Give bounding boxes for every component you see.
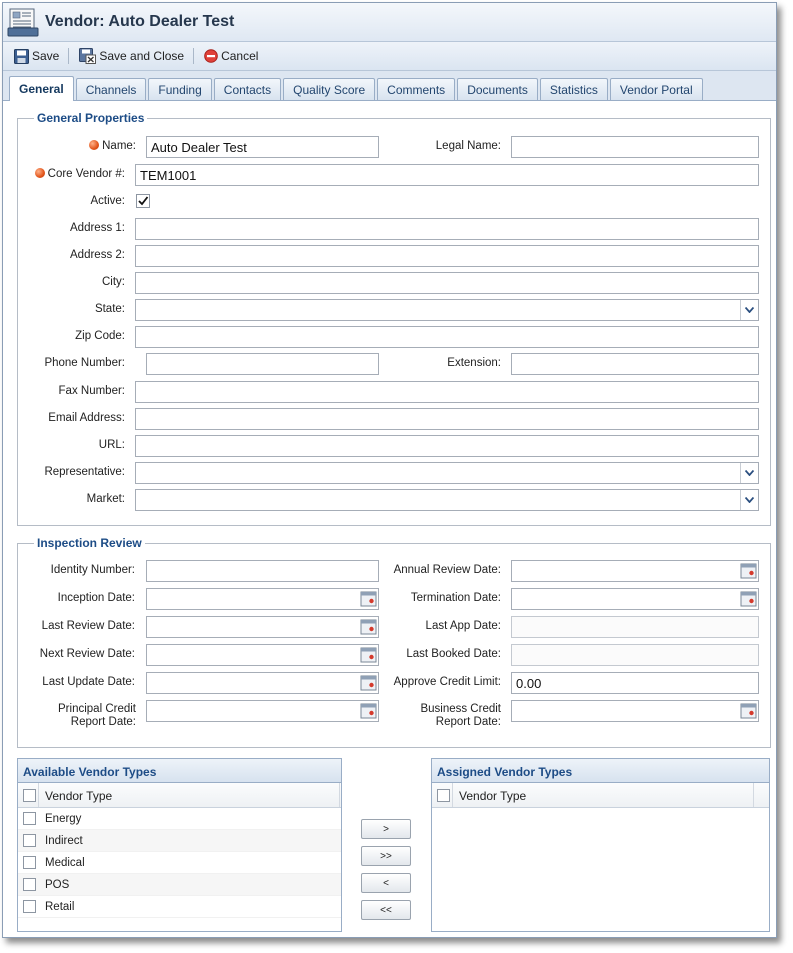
- active-checkbox[interactable]: [136, 194, 150, 208]
- column-divider: [339, 783, 340, 807]
- fax-field[interactable]: [135, 381, 759, 403]
- available-vendor-types-list: [18, 808, 341, 918]
- tab-funding[interactable]: Funding: [148, 78, 211, 100]
- approve-credit-label: Approve Credit Limit:: [393, 676, 501, 688]
- fax-label: Fax Number:: [58, 385, 125, 397]
- toolbar-divider: [68, 48, 69, 64]
- cancel-icon: [204, 49, 218, 63]
- last-app-label: Last App Date:: [425, 620, 501, 632]
- last-review-label: Last Review Date:: [41, 620, 135, 632]
- annual-review-date-field[interactable]: [511, 560, 759, 582]
- calendar-icon[interactable]: [740, 702, 757, 720]
- save-label: Save: [32, 49, 60, 63]
- state-dropdown[interactable]: [135, 299, 759, 321]
- general-properties-legend: General Properties: [37, 111, 145, 125]
- floppy-disk-icon: [14, 49, 29, 64]
- available-vendor-types-panel: [17, 758, 342, 932]
- termination-date-field[interactable]: [511, 588, 759, 610]
- required-indicator-icon: [89, 140, 99, 150]
- window-title: Vendor: Auto Dealer Test: [45, 13, 235, 30]
- address2-label: Address 2:: [70, 249, 125, 261]
- inception-label: Inception Date:: [57, 592, 135, 604]
- calendar-icon[interactable]: [360, 702, 377, 720]
- list-item[interactable]: [18, 896, 341, 918]
- save-and-close-button[interactable]: [76, 48, 187, 64]
- zip-label: Zip Code:: [75, 330, 125, 342]
- principal-credit-date-field[interactable]: [146, 700, 379, 722]
- calendar-icon[interactable]: [740, 590, 757, 608]
- row-checkbox[interactable]: [23, 878, 36, 891]
- calendar-icon[interactable]: [740, 562, 757, 580]
- calendar-icon[interactable]: [360, 646, 377, 664]
- toolbar: [3, 42, 776, 71]
- last-booked-date-field: [511, 644, 759, 666]
- select-all-assigned-checkbox[interactable]: [437, 789, 450, 802]
- name-label: Name:: [23, 140, 136, 152]
- market-label: Market:: [86, 493, 125, 505]
- row-checkbox[interactable]: [23, 900, 36, 913]
- email-label: Email Address:: [48, 412, 125, 424]
- legal-name-field[interactable]: [511, 136, 759, 158]
- list-item[interactable]: [18, 852, 341, 874]
- last-update-label: Last Update Date:: [42, 676, 135, 688]
- vendor-window: [2, 2, 777, 938]
- chevron-down-icon[interactable]: [740, 490, 758, 510]
- address1-label: Address 1:: [70, 222, 125, 234]
- cancel-label: Cancel: [221, 49, 259, 63]
- last-booked-label: Last Booked Date:: [406, 648, 501, 660]
- column-divider: [753, 783, 754, 807]
- list-item[interactable]: [18, 808, 341, 830]
- column-divider: [38, 783, 39, 807]
- remove-selected-button[interactable]: <: [361, 873, 411, 893]
- remove-all-button[interactable]: <<: [361, 900, 411, 920]
- inception-date-field[interactable]: [146, 588, 379, 610]
- vendor-type-cell: Indirect: [45, 835, 83, 847]
- required-indicator-icon: [35, 168, 45, 178]
- market-dropdown[interactable]: [135, 489, 759, 511]
- principal-credit-label: Principal Credit Report Date:: [58, 703, 136, 728]
- extension-label: Extension:: [447, 357, 501, 369]
- add-all-button[interactable]: >>: [361, 846, 411, 866]
- vendor-type-cell: Medical: [45, 857, 85, 869]
- assigned-grid-header: [432, 783, 769, 808]
- email-field[interactable]: [135, 408, 759, 430]
- phone-label: Phone Number:: [44, 357, 125, 369]
- url-label: URL:: [98, 439, 125, 451]
- inspection-review-legend: Inspection Review: [37, 536, 142, 550]
- vendor-type-cell: Retail: [45, 901, 75, 913]
- calendar-icon[interactable]: [360, 674, 377, 692]
- url-field[interactable]: [135, 435, 759, 457]
- tab-channels[interactable]: Channels: [76, 78, 147, 100]
- tab-bar: [3, 71, 776, 101]
- save-and-close-label: Save and Close: [99, 49, 185, 63]
- select-all-available-checkbox[interactable]: [23, 789, 36, 802]
- vendor-document-icon: [7, 6, 39, 38]
- vendor-type-cell: POS: [45, 879, 70, 891]
- row-checkbox[interactable]: [23, 834, 36, 847]
- available-vendor-types-title: Available Vendor Types: [18, 759, 341, 783]
- termination-label: Termination Date:: [410, 592, 501, 604]
- last-review-date-field[interactable]: [146, 616, 379, 638]
- assigned-vendor-types-title: Assigned Vendor Types: [432, 759, 769, 783]
- tab-documents[interactable]: Documents: [457, 78, 538, 100]
- tab-vendor-portal[interactable]: Vendor Portal: [610, 78, 703, 100]
- business-credit-label: Business Credit Report Date:: [420, 703, 501, 728]
- name-field[interactable]: Auto Dealer Test: [146, 136, 379, 158]
- cancel-button[interactable]: [201, 49, 261, 63]
- active-label: Active:: [90, 195, 125, 207]
- core-vendor-label: Core Vendor #:: [23, 168, 125, 180]
- toolbar-divider: [193, 48, 194, 64]
- available-grid-header: [18, 783, 341, 808]
- assigned-vendor-types-panel: [431, 758, 770, 932]
- vendor-type-column-header[interactable]: Vendor Type: [459, 789, 527, 803]
- tab-general[interactable]: General: [9, 76, 74, 101]
- row-checkbox[interactable]: [23, 856, 36, 869]
- next-review-label: Next Review Date:: [39, 648, 135, 660]
- tab-comments[interactable]: Comments: [377, 78, 455, 100]
- checkmark-icon: [137, 195, 149, 207]
- phone-field[interactable]: [146, 353, 379, 375]
- identity-number-field[interactable]: [146, 560, 379, 582]
- row-checkbox[interactable]: [23, 812, 36, 825]
- representative-dropdown[interactable]: [135, 462, 759, 484]
- last-update-date-field[interactable]: [146, 672, 379, 694]
- core-vendor-field[interactable]: TEM1001: [135, 164, 759, 186]
- representative-label: Representative:: [44, 466, 125, 478]
- add-selected-button[interactable]: >: [361, 819, 411, 839]
- address2-field[interactable]: [135, 245, 759, 267]
- list-item[interactable]: [18, 874, 341, 896]
- calendar-icon[interactable]: [360, 618, 377, 636]
- next-review-date-field[interactable]: [146, 644, 379, 666]
- tab-statistics[interactable]: Statistics: [540, 78, 608, 100]
- save-close-icon: [79, 48, 96, 64]
- chevron-down-icon[interactable]: [740, 300, 758, 320]
- vendor-type-column-header[interactable]: Vendor Type: [45, 789, 113, 803]
- identity-number-label: Identity Number:: [50, 564, 135, 576]
- title-bar: [3, 3, 776, 42]
- tab-contacts[interactable]: Contacts: [214, 78, 281, 100]
- save-button[interactable]: [11, 49, 62, 64]
- zip-field[interactable]: [135, 326, 759, 348]
- approve-credit-field[interactable]: 0.00: [511, 672, 759, 694]
- chevron-down-icon[interactable]: [740, 463, 758, 483]
- tab-quality-score[interactable]: Quality Score: [283, 78, 375, 100]
- column-divider: [452, 783, 453, 807]
- state-label: State:: [94, 303, 125, 315]
- city-field[interactable]: [135, 272, 759, 294]
- list-item[interactable]: [18, 830, 341, 852]
- last-app-date-field: [511, 616, 759, 638]
- annual-review-label: Annual Review Date:: [393, 564, 501, 576]
- extension-field[interactable]: [511, 353, 759, 375]
- business-credit-date-field[interactable]: [511, 700, 759, 722]
- city-label: City:: [102, 276, 125, 288]
- calendar-icon[interactable]: [360, 590, 377, 608]
- address1-field[interactable]: [135, 218, 759, 240]
- vendor-type-cell: Energy: [45, 813, 82, 825]
- legal-name-label: Legal Name:: [435, 140, 501, 152]
